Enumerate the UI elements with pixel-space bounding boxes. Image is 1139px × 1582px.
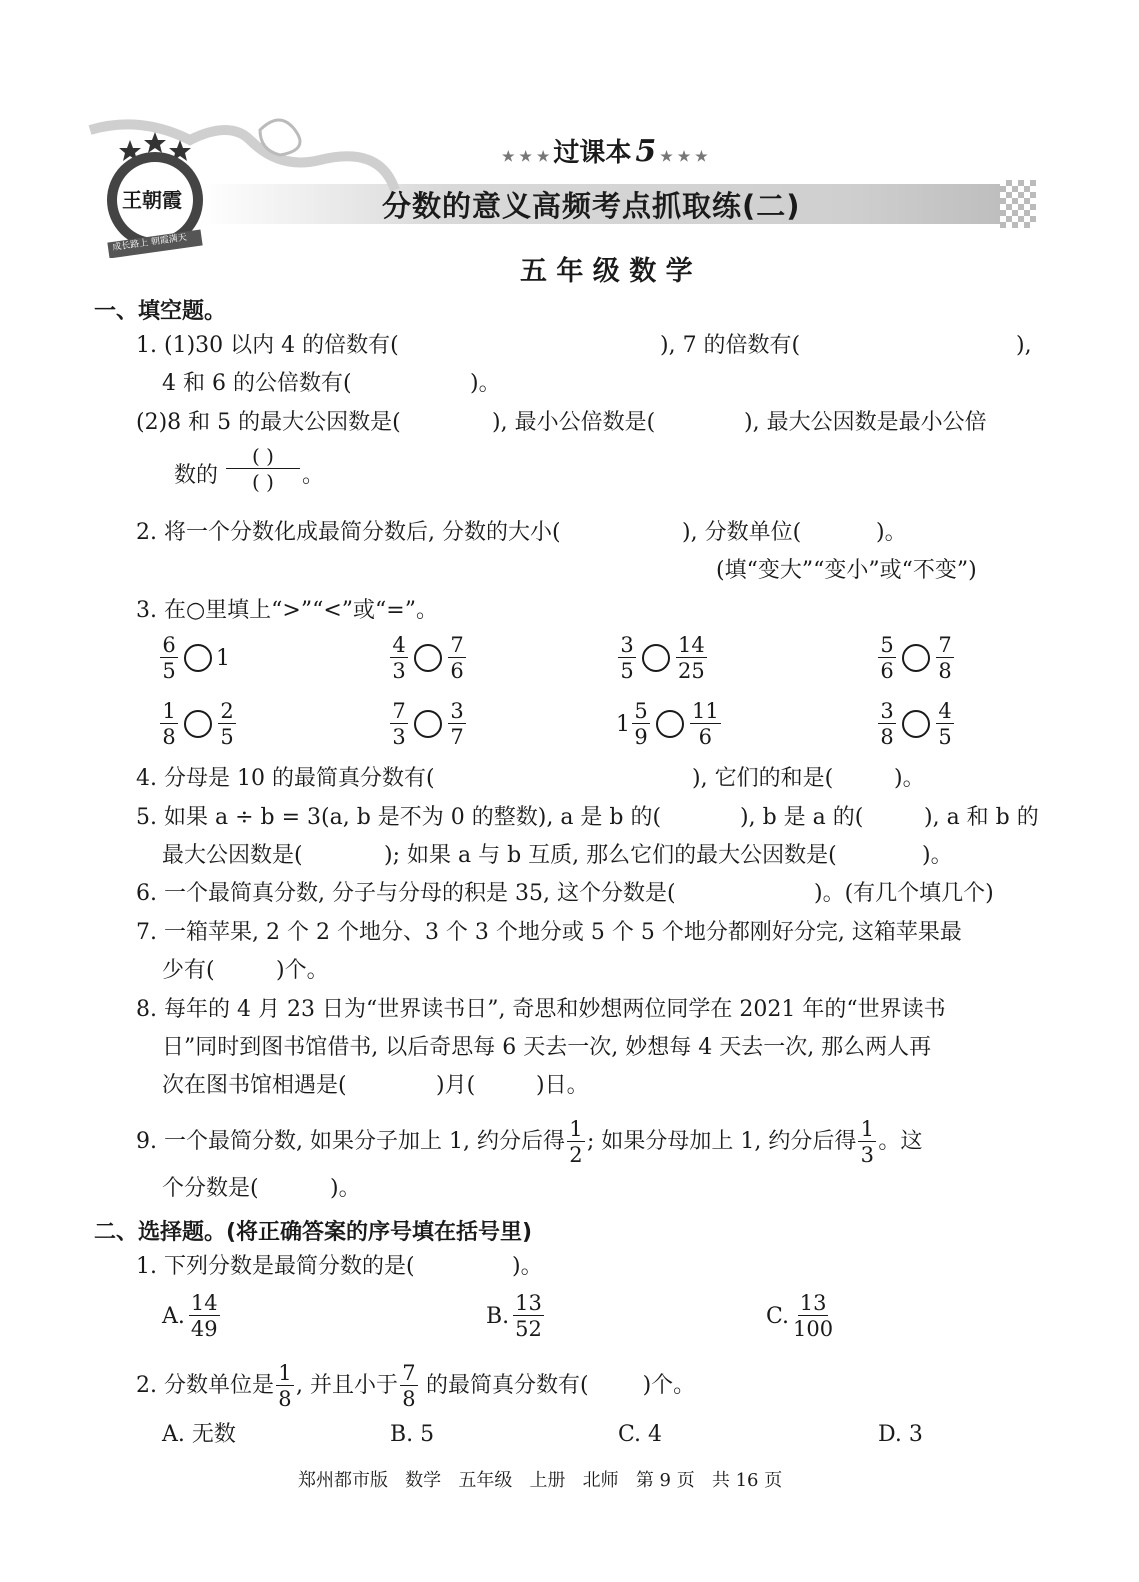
option-value: [791, 1292, 835, 1340]
option-value-den: 52: [515, 1317, 542, 1341]
s2-q2-fraction-2: [400, 1362, 418, 1410]
compare-left-whole: 1: [616, 711, 630, 737]
compare-right: [216, 646, 230, 671]
option-value-fraction: [793, 1292, 833, 1340]
compare-left: [876, 634, 898, 682]
option-item: [766, 1292, 835, 1340]
option-value-fraction: [513, 1292, 544, 1340]
option-item: D. 3: [878, 1422, 923, 1447]
compare-left-den: 8: [880, 725, 894, 749]
checker-decoration: [1000, 180, 1036, 228]
compare-right: [934, 700, 956, 748]
q5a: 5. 如果 a ÷ b = 3(a, b 是不为 0 的整数), a 是 b 的(: [136, 805, 662, 830]
blank-numerator: ( ): [226, 445, 300, 469]
q9-fraction-1: [567, 1118, 585, 1166]
compare-right-fraction: [936, 634, 954, 682]
q8e: )日。: [536, 1073, 589, 1098]
compare-right-fraction: [218, 700, 236, 748]
answer-circle-icon: [184, 644, 212, 672]
q6a: 6. 一个最简真分数, 分子与分母的积是 35, 这个分数是(: [136, 881, 676, 906]
s2-q2-f2-den: 8: [402, 1387, 416, 1411]
s2-q2d: )个。: [642, 1373, 696, 1398]
compare-left-num: 7: [390, 700, 408, 724]
s2-q2-fraction-1: [276, 1362, 294, 1410]
logo-ribbon-text: 成长路上 朝霞满天: [111, 232, 188, 254]
q5b: ), b 是 a 的(: [740, 805, 864, 830]
compare-left-den: 8: [162, 725, 176, 749]
compare-right-fraction: [676, 634, 707, 682]
q1-2d: 数的: [174, 463, 219, 488]
compare-right-num: 3: [448, 700, 466, 724]
q7c: )个。: [276, 958, 329, 983]
comparison-item: [876, 700, 956, 748]
s2-q2-f1-num: 1: [276, 1362, 294, 1386]
q9-f2-den: 3: [860, 1143, 875, 1167]
q9c: 。这: [878, 1129, 923, 1154]
q5d: 最大公因数是(: [162, 843, 303, 868]
q9d: 个分数是(: [162, 1176, 259, 1201]
q1-2c: ), 最大公因数是最小公倍: [744, 410, 987, 435]
option-item: [162, 1292, 222, 1340]
compare-right: [446, 700, 468, 748]
q1-1d: 4 和 6 的公倍数有(: [162, 371, 352, 396]
compare-right-den: 7: [450, 725, 464, 749]
compare-left-num: 5: [878, 634, 896, 658]
compare-left-den: 6: [880, 659, 894, 683]
compare-left: [388, 634, 410, 682]
section1-heading: 一、填空题。: [94, 299, 227, 324]
q6b: )。(有几个填几个): [814, 881, 994, 906]
q1-2-blank-fraction: [224, 445, 302, 493]
q7b: 少有(: [162, 958, 215, 983]
compare-left-den: 3: [392, 659, 406, 683]
answer-circle-icon: [902, 710, 930, 738]
q8d: )月(: [436, 1073, 476, 1098]
option-item: [486, 1292, 546, 1340]
compare-left: [158, 634, 180, 682]
answer-circle-icon: [414, 644, 442, 672]
answer-circle-icon: [902, 644, 930, 672]
s2-q2c: 的最简真分数有(: [425, 1373, 589, 1398]
q9a: 9. 一个最简分数, 如果分子加上 1, 约分后得: [136, 1129, 565, 1154]
comparison-item: [158, 634, 230, 682]
compare-left: [616, 634, 638, 682]
q1-2e: 。: [302, 463, 325, 488]
comparison-item: [388, 700, 468, 748]
compare-right-den: 5: [938, 725, 952, 749]
comparison-item: [616, 634, 709, 682]
q9-f1-den: 2: [569, 1143, 583, 1167]
q8c: 次在图书馆相遇是(: [162, 1073, 347, 1098]
compare-right-fraction: [448, 634, 466, 682]
compare-right-den: 5: [220, 725, 234, 749]
option-value-num: 13: [799, 1291, 827, 1315]
compare-left-num: 3: [618, 634, 636, 658]
compare-right-num: 4: [936, 700, 954, 724]
compare-left-fraction: [160, 634, 178, 682]
compare-left-den: 9: [634, 725, 648, 749]
compare-left-fraction: [878, 700, 896, 748]
compare-left-fraction: [632, 700, 650, 748]
q2a: 2. 将一个分数化成最简分数后, 分数的大小(: [136, 520, 561, 545]
option-item: A. 无数: [162, 1422, 236, 1447]
q1-2a: (2)8 和 5 的最大公因数是(: [136, 410, 401, 435]
q1-1a: 1. (1)30 以内 4 的倍数有(: [136, 333, 399, 358]
compare-left-num: 4: [390, 634, 408, 658]
s2-q2a: 2. 分数单位是: [136, 1373, 274, 1398]
compare-right-num: 2: [218, 700, 236, 724]
answer-circle-icon: [414, 710, 442, 738]
logo: [100, 128, 210, 258]
option-value-fraction: [189, 1292, 220, 1340]
badge: [502, 132, 708, 169]
q9e: )。: [330, 1176, 361, 1201]
answer-circle-icon: [642, 644, 670, 672]
compare-right-fraction: [936, 700, 954, 748]
q5f: )。: [922, 843, 953, 868]
compare-left-den: 5: [620, 659, 634, 683]
q9-f2-num: 1: [858, 1118, 876, 1142]
compare-right-den: 25: [678, 659, 705, 683]
q4a: 4. 分母是 10 的最简真分数有(: [136, 766, 435, 791]
q1-1c: ),: [1016, 333, 1032, 358]
q9-fraction-2: [858, 1118, 876, 1166]
compare-right: [934, 634, 956, 682]
q2-hint: (填“变大”“变小”或“不变”): [716, 558, 977, 583]
s2-q2-f1-den: 8: [278, 1387, 292, 1411]
q5c: ), a 和 b 的: [924, 805, 1039, 830]
compare-right-num: 7: [936, 634, 954, 658]
q4c: )。: [894, 766, 925, 791]
compare-left: [616, 700, 652, 748]
q3: 3. 在○里填上“>”“<”或“=”。: [136, 598, 438, 623]
compare-right-den: 6: [450, 659, 464, 683]
compare-left-fraction: [390, 700, 408, 748]
q8b: 日”同时到图书馆借书, 以后奇思每 6 天去一次, 妙想每 4 天去一次, 那么两人再: [162, 1035, 932, 1060]
badge-number: 5: [635, 134, 657, 169]
option-label: B.: [486, 1303, 510, 1329]
compare-right: [446, 634, 468, 682]
q9-line1: [136, 1118, 922, 1166]
badge-stars-left: ★ ★ ★: [502, 149, 550, 165]
comparison-item: [616, 700, 723, 748]
option-item: B. 5: [390, 1422, 435, 1447]
compare-left-fraction: [878, 634, 896, 682]
page-subtitle: 五 年 级 数 学: [520, 256, 693, 287]
compare-right-fraction: [448, 700, 466, 748]
comparison-item: [158, 700, 238, 748]
q7a: 7. 一箱苹果, 2 个 2 个地分、3 个 3 个地分或 5 个 5 个地分都刚好分完, 这箱苹果最: [136, 920, 962, 945]
option-label: A.: [162, 1303, 185, 1329]
compare-left: [158, 700, 180, 748]
compare-right-fraction: [690, 700, 721, 748]
compare-right-num: 7: [448, 634, 466, 658]
option-value-den: 49: [190, 1317, 218, 1341]
compare-right-whole: 1: [216, 645, 230, 671]
q1-1b: ), 7 的倍数有(: [660, 333, 801, 358]
compare-left-num: 6: [160, 634, 178, 658]
comparison-item: [388, 634, 468, 682]
s2-q1: 1. 下列分数是最简分数的是(: [136, 1254, 415, 1279]
s2-q1-end: )。: [512, 1254, 543, 1279]
q8a: 8. 每年的 4 月 23 日为“世界读书日”, 奇思和妙想两位同学在 2021 年的“世界读书: [136, 997, 946, 1022]
s2-q2b: , 并且小于: [295, 1373, 398, 1398]
compare-right-num: 11: [692, 699, 719, 723]
option-label: C.: [766, 1303, 790, 1329]
blank-denominator: ( ): [252, 470, 274, 494]
q4b: ), 它们的和是(: [692, 766, 834, 791]
compare-right: [674, 634, 709, 682]
option-value-den: 100: [793, 1317, 834, 1341]
compare-left-num: 1: [160, 700, 178, 724]
compare-left-fraction: [390, 634, 408, 682]
answer-circle-icon: [184, 710, 212, 738]
compare-left-num: 5: [632, 700, 650, 724]
q9-f1-num: 1: [567, 1118, 585, 1142]
comparison-item: [876, 634, 956, 682]
compare-right-num: 14: [678, 633, 705, 657]
option-item: C. 4: [618, 1422, 663, 1447]
compare-left: [876, 700, 898, 748]
section2-heading: 二、选择题。(将正确答案的序号填在括号里): [94, 1220, 533, 1245]
option-value: [187, 1292, 222, 1340]
compare-right-den: 8: [938, 659, 952, 683]
badge-stars-right: ★ ★ ★: [660, 149, 708, 165]
option-value-num: 13: [515, 1291, 542, 1315]
q2c: )。: [876, 520, 907, 545]
page-title: 分数的意义高频考点抓取练(二): [382, 189, 801, 223]
logo-text: 王朝霞: [122, 188, 182, 212]
s2-q2: [136, 1362, 695, 1410]
option-value-num: 14: [190, 1291, 218, 1315]
badge-title: 过课本: [553, 138, 632, 168]
compare-left-fraction: [618, 634, 636, 682]
compare-left-fraction: [160, 700, 178, 748]
s2-q2-f2-num: 7: [400, 1362, 418, 1386]
q2b: ), 分数单位(: [682, 520, 802, 545]
q1-1e: )。: [470, 371, 501, 396]
compare-left: [388, 700, 410, 748]
compare-left-den: 5: [162, 659, 176, 683]
q5e: ); 如果 a 与 b 互质, 那么它们的最大公因数是(: [384, 843, 837, 868]
answer-circle-icon: [656, 710, 684, 738]
compare-left-den: 3: [392, 725, 406, 749]
option-value: [511, 1292, 546, 1340]
compare-left-num: 3: [878, 700, 896, 724]
q9b: ; 如果分母加上 1, 约分后得: [586, 1129, 857, 1154]
compare-right: [216, 700, 238, 748]
page-footer: 郑州都市版 数学 五年级 上册 北师 第 9 页 共 16 页: [298, 1470, 783, 1491]
q1-2b: ), 最小公倍数是(: [492, 410, 656, 435]
compare-right: [688, 700, 723, 748]
compare-right-den: 6: [698, 725, 713, 749]
